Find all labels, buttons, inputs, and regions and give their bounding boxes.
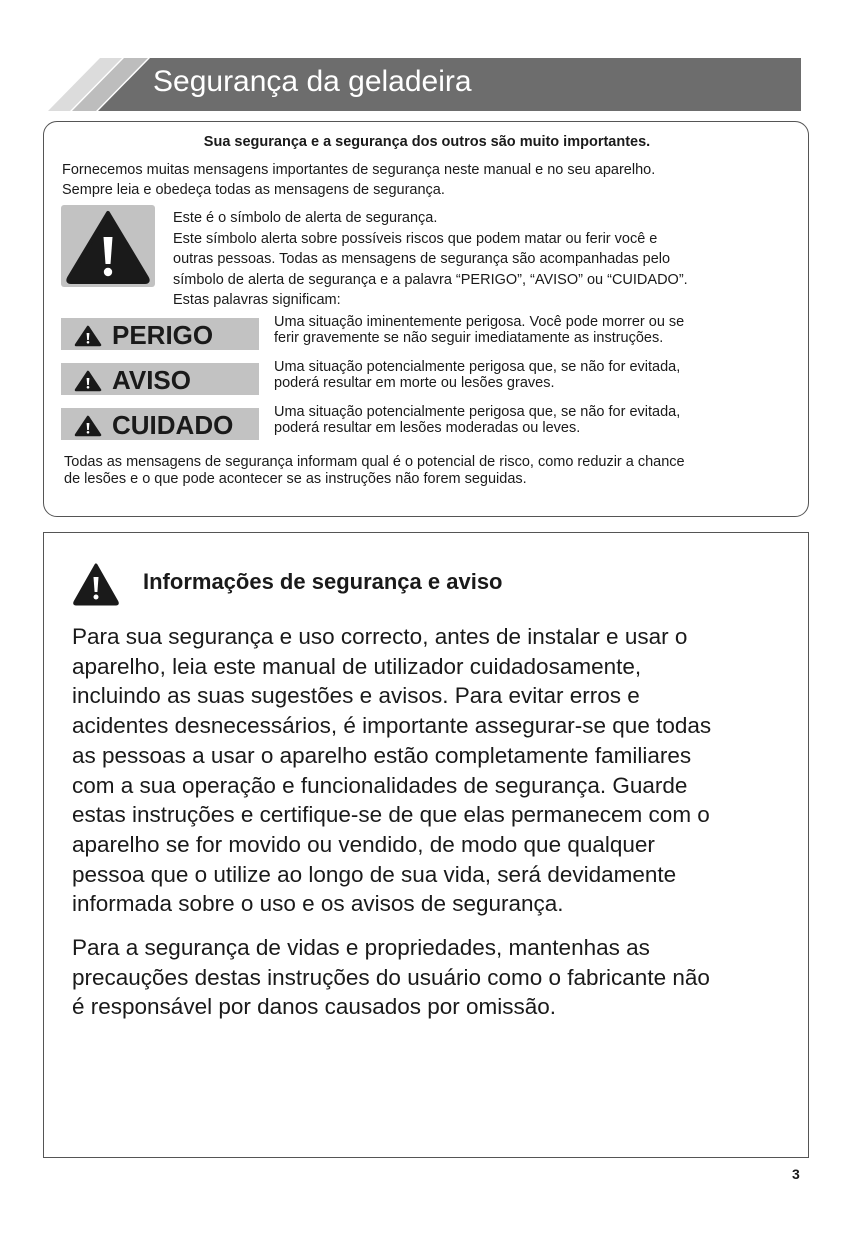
- safety-alert-symbol-tile: [61, 205, 155, 287]
- warning-triangle-icon: [71, 561, 121, 607]
- signal-row-perigo: [61, 314, 791, 350]
- safety-outro-line: Todas as mensagens de segurança informam qual é o potencial de risco, como reduzir a chance: [64, 454, 685, 470]
- signal-row-cuidado: [61, 404, 791, 440]
- signal-word-aviso: AVISO: [112, 365, 191, 395]
- paragraph-line: as pessoas a usar o aparelho estão completamente familiares: [72, 742, 692, 768]
- symbol-description-line: outras pessoas. Todas as mensagens de segurança são acompanhadas pelo: [173, 251, 671, 267]
- paragraph-line: aparelho, leia este manual de utilizador cuidadosamente,: [72, 653, 642, 679]
- safety-info-box: [43, 532, 809, 1158]
- signal-desc-line: poderá resultar em morte ou lesões graves.: [274, 374, 555, 391]
- info-box-heading: Informações de segurança e aviso: [143, 569, 503, 594]
- signal-desc-perigo: [274, 315, 794, 346]
- signal-desc-line: Uma situação potencialmente perigosa que, se não for evitada,: [274, 359, 681, 375]
- signal-desc-line: ferir gravemente se não seguir imediatamente as instruções.: [274, 329, 664, 346]
- paragraph-line: Para sua segurança e uso correcto, antes de instalar e usar o: [72, 624, 688, 649]
- page-title: Segurança da geladeira: [153, 65, 472, 98]
- signal-desc-line: Uma situação potencialmente perigosa que, se não for evitada,: [274, 404, 681, 420]
- safety-outro-line: de lesões e o que pode acontecer se as instruções não forem seguidas.: [64, 471, 527, 487]
- page-number: 3: [792, 1166, 800, 1182]
- signal-word-perigo: PERIGO: [112, 320, 214, 350]
- paragraph-line: informada sobre o uso e os avisos de segurança.: [72, 891, 564, 917]
- symbol-description-line: Estas palavras significam:: [173, 292, 341, 308]
- safety-intro-line: Fornecemos muitas mensagens importantes de segurança neste manual e no seu aparelho.: [62, 162, 656, 178]
- safety-intro-line: Sempre leia e obedeça todas as mensagens de segurança.: [62, 182, 445, 198]
- safety-intro: [62, 160, 792, 200]
- warning-triangle-icon: [74, 370, 102, 392]
- paragraph-line: Para a segurança de vidas e propriedades, mantenhas as: [72, 935, 650, 960]
- warning-triangle-icon: [61, 205, 155, 287]
- warning-triangle-icon: [74, 325, 102, 347]
- safety-symbol-description: [173, 208, 793, 311]
- paragraph-line: incluindo as suas sugestões e avisos. Para evitar erros e: [72, 683, 640, 709]
- signal-desc-line: poderá resultar em lesões moderadas ou leves.: [274, 419, 581, 436]
- paragraph-line: é responsável por danos causados por omissão.: [72, 994, 557, 1020]
- signal-row-aviso: [61, 359, 791, 395]
- signal-badge-perigo: [61, 318, 259, 350]
- symbol-description-line: Este símbolo alerta sobre possíveis riscos que podem matar ou ferir você e: [173, 230, 658, 247]
- paragraph-line: estas instruções e certifique-se de que elas permanecem com o: [72, 802, 710, 828]
- paragraph-line: precauções destas instruções do usuário como o fabricante não: [72, 964, 710, 990]
- paragraph-line: pessoa que o utilize ao longo de sua vida, será devidamente: [72, 861, 677, 887]
- signal-badge-cuidado: [61, 408, 259, 440]
- symbol-description-line: símbolo de alerta de segurança e a palavra “PERIGO”, “AVISO” ou “CUIDADO”.: [173, 271, 688, 288]
- paragraph-line: com a sua operação e funcionalidades de segurança. Guarde: [72, 772, 688, 798]
- signal-desc-aviso: [274, 360, 794, 391]
- safety-messages-box: [43, 121, 809, 517]
- info-paragraph-1: [72, 622, 772, 919]
- symbol-description-line: Este é o símbolo de alerta de segurança.: [173, 210, 438, 226]
- info-paragraph-2: [72, 933, 772, 1022]
- paragraph-line: aparelho se for movido ou vendido, de modo que qualquer: [72, 831, 655, 857]
- safety-outro: [64, 454, 794, 488]
- paragraph-line: acidentes desnecessários, é importante assegurar-se que todas: [72, 713, 712, 739]
- warning-triangle-icon: [74, 415, 102, 437]
- signal-badge-aviso: [61, 363, 259, 395]
- safety-box-heading: Sua segurança e a segurança dos outros são muito importantes.: [203, 134, 651, 150]
- signal-desc-cuidado: [274, 405, 794, 436]
- signal-word-cuidado: CUIDADO: [112, 410, 234, 440]
- signal-desc-line: Uma situação iminentemente perigosa. Você pode morrer ou se: [274, 314, 685, 330]
- section-header-banner: [48, 58, 801, 111]
